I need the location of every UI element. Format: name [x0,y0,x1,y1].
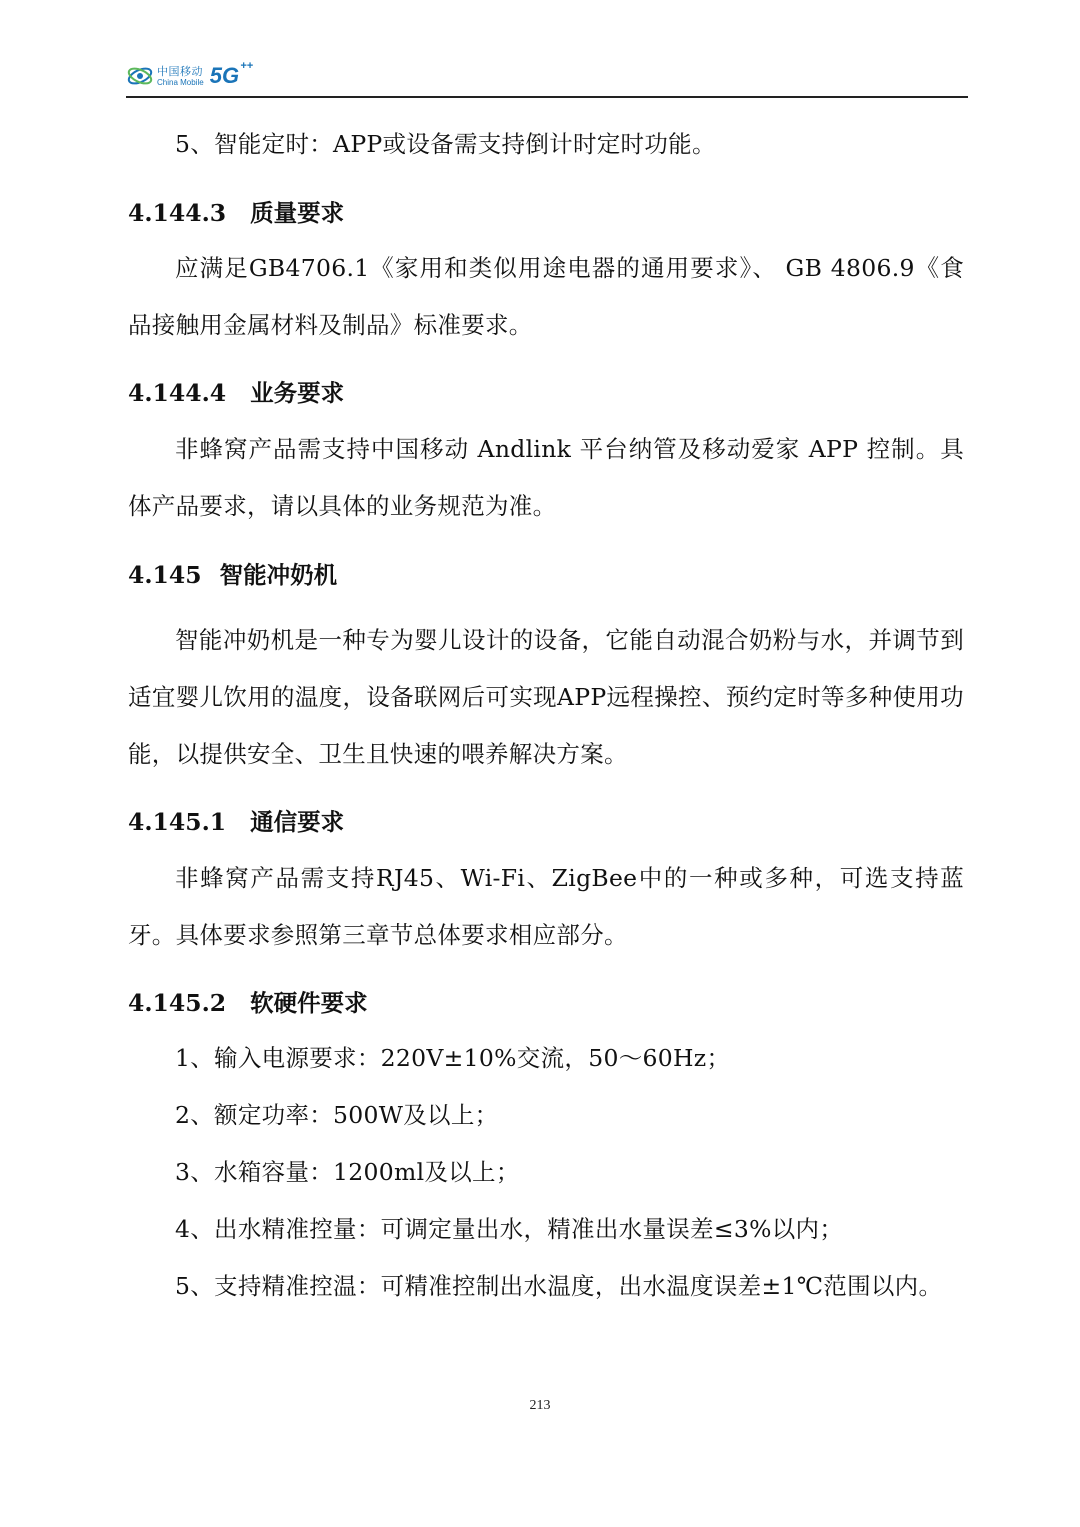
section-title: 智能冲奶机 [219,561,338,589]
page-header [126,56,968,98]
paragraph-quality: 应满足GB4706.1《家用和类似用途电器的通用要求》、 GB 4806.9《食品接触用金属材料及制品》标准要求。 [128,254,964,339]
page-number: 213 [529,1398,551,1413]
list-item: 1、输入电源要求：220V±10%交流，50～60Hz； [175,1044,731,1072]
section-number: 4.144.4 [128,379,227,407]
section-title: 通信要求 [250,808,345,836]
section-number: 4.145.2 [128,989,227,1017]
list-item: 4、出水精准控量：可调定量出水，精准出水量误差≤3%以内； [175,1215,844,1243]
section-title: 业务要求 [250,379,345,407]
section-heading-4-145 [128,560,337,590]
section-title: 软硬件要求 [250,989,368,1017]
section-number: 4.144.3 [128,199,227,227]
logo-5g-mark: 5G ++ [209,60,254,88]
china-mobile-logo-icon [126,62,154,90]
list-item: 5、支持精准控温：可精准控制出水温度，出水温度误差±1℃范围以内。 [175,1272,943,1300]
section-heading-4-145-1 [128,807,344,837]
section-number: 4.145 [128,561,202,589]
china-mobile-logo [126,60,254,92]
section-heading-4-144-4 [128,378,344,408]
paragraph-business: 非蜂窝产品需支持中国移动 Andlink 平台纳管及移动爱家 APP 控制。具体产品要求，请以具体的业务规范为准。 [128,435,964,520]
list-item-smart-timer: 5、智能定时：APP或设备需支持倒计时定时功能。 [175,130,716,158]
list-item: 3、水箱容量：1200ml及以上； [175,1158,520,1186]
list-item: 2、额定功率：500W及以上； [175,1101,499,1129]
logo-english-text: China Mobile [157,77,204,87]
section-number: 4.145.1 [128,808,227,836]
section-heading-4-145-2 [128,988,368,1018]
paragraph-intro: 智能冲奶机是一种专为婴儿设计的设备，它能自动混合奶粉与水，并调节到适宜婴儿饮用的温度，设备联网后可实现APP远程操控、预约定时等多种使用功能，以提供安全、卫生且快速的喂养解决方案。 [128,626,964,768]
section-title: 质量要求 [250,199,345,227]
logo-chinese-text: 中国移动 [157,64,203,78]
section-heading-4-144-3 [128,198,344,228]
paragraph-communication: 非蜂窝产品需支持RJ45、Wi-Fi、ZigBee中的一种或多种，可选支持蓝牙。具体要求参照第三章节总体要求相应部分。 [128,864,964,949]
